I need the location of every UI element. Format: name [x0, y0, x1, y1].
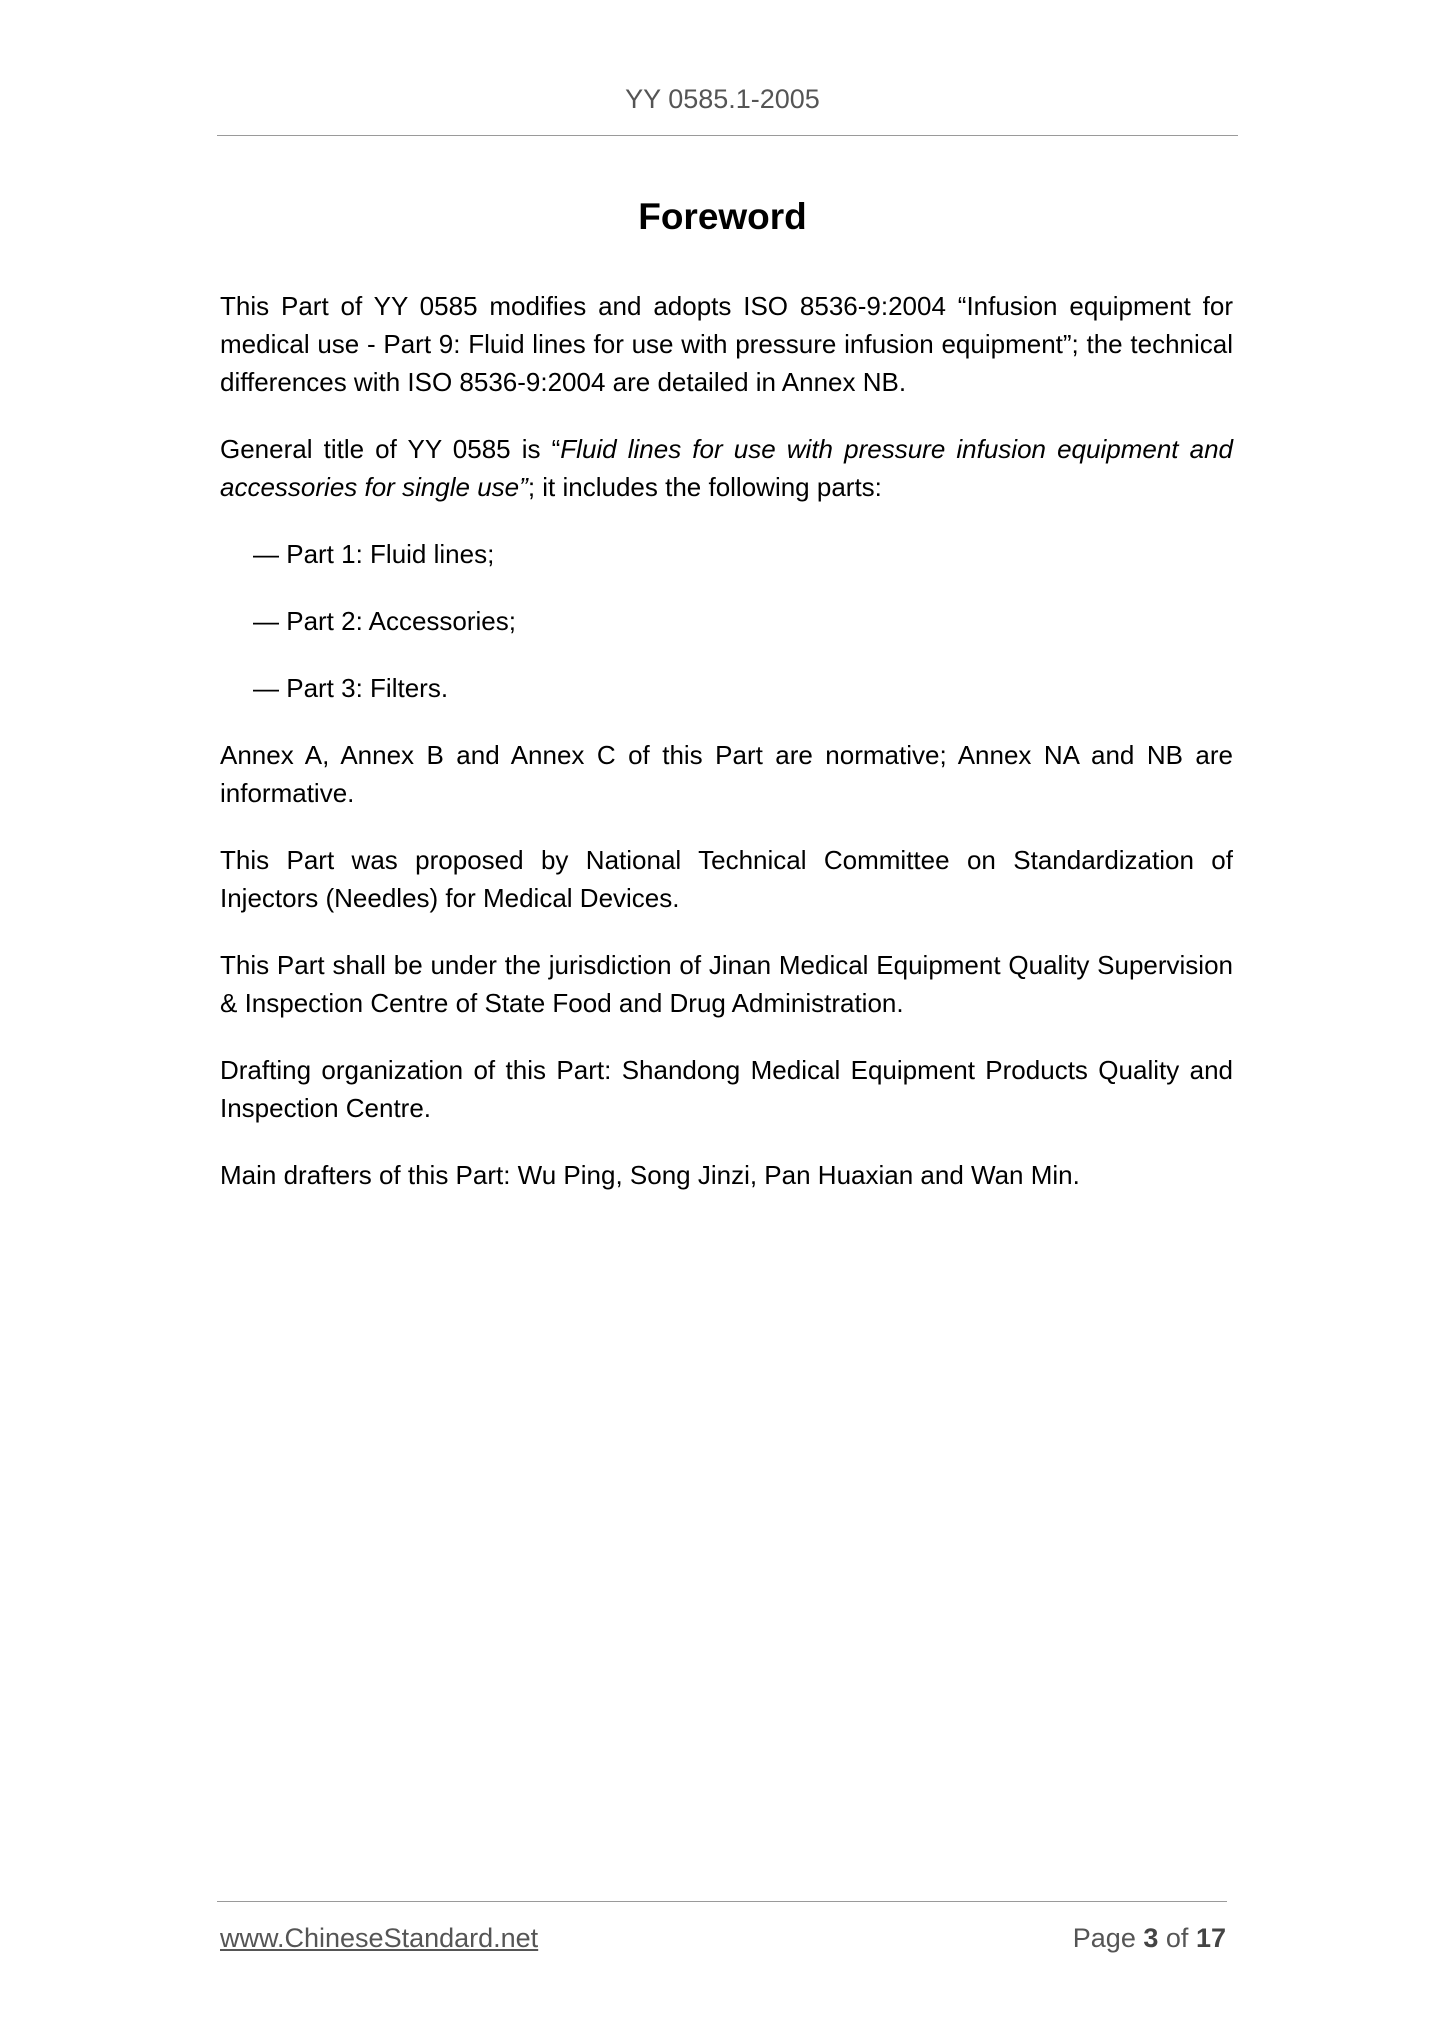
paragraph-adoption: This Part of YY 0585 modifies and adopts ISO 8536-9:2004 “Infusion equipment for medical use - Part 9: Fluid lines for use with pressure infusion equipment”; the technical differences with ISO 8536-9:2004 are detailed in Annex NB.: [220, 291, 1233, 397]
page-current: 3: [1143, 1923, 1159, 1953]
general-title-suffix: ; it includes the following parts:: [527, 472, 882, 502]
document-body: [220, 287, 1233, 1194]
paragraph-jurisdiction: This Part shall be under the jurisdiction of Jinan Medical Equipment Quality Supervision & Inspection Centre of State Food and Drug Administration.: [220, 950, 1233, 1018]
general-title-italic: Fluid lines for use with pressure infusion equipment and accessories for single use”: [220, 434, 1233, 502]
document-id-header: YY 0585.1-2005: [625, 84, 820, 114]
list-item-part-3: — Part 3: Filters.: [253, 673, 449, 703]
paragraph-general-title: [220, 430, 1233, 506]
list-item-part-2: — Part 2: Accessories;: [253, 606, 516, 636]
page-total: 17: [1195, 1923, 1226, 1953]
parts-list: [220, 535, 1233, 707]
footer-divider: [217, 1901, 1227, 1902]
page-of: of: [1165, 1923, 1189, 1953]
page-title: Foreword: [638, 196, 807, 237]
list-item-part-1: — Part 1: Fluid lines;: [253, 539, 495, 569]
paragraph-annexes: Annex A, Annex B and Annex C of this Part are normative; Annex NA and NB are informative.: [220, 740, 1233, 808]
general-title-prefix: General title of YY 0585 is “: [220, 434, 561, 464]
page-prefix: Page: [1072, 1923, 1136, 1953]
page-number: [1073, 1923, 1226, 1954]
header-divider: [217, 135, 1238, 136]
paragraph-drafting-organization: Drafting organization of this Part: Shandong Medical Equipment Products Quality and Inspection Centre.: [220, 1055, 1233, 1123]
paragraph-main-drafters: Main drafters of this Part: Wu Ping, Song Jinzi, Pan Huaxian and Wan Min.: [220, 1160, 1080, 1190]
paragraph-proposed-by: This Part was proposed by National Technical Committee on Standardization of Injectors (Needles) for Medical Devices.: [220, 845, 1233, 913]
website-link[interactable]: www.ChineseStandard.net: [220, 1923, 539, 1953]
